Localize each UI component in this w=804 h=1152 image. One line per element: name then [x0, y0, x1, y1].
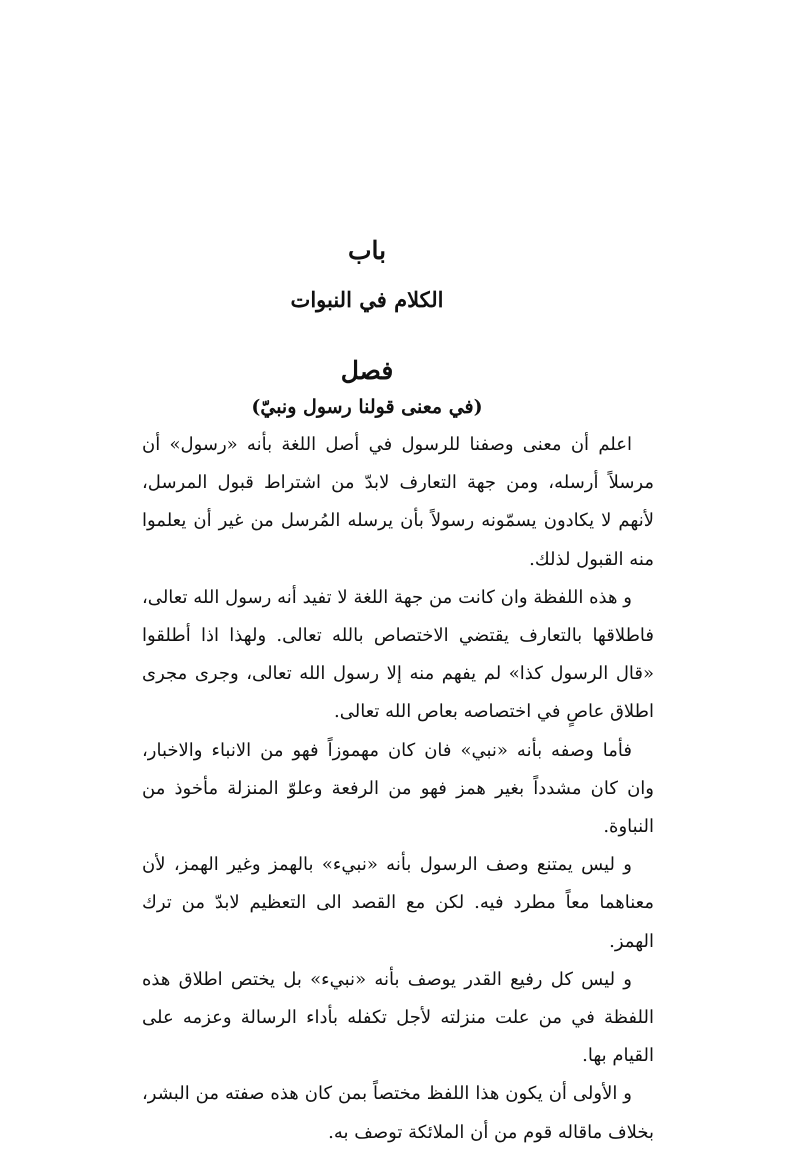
paragraph: و ليس يمتنع وصف الرسول بأنه «نبيء» بالهمز وغير الهمز، لأن معناهما معاً مطرد فيه. لكن مع القصد الى التعظيم لابدّ من ترك الهمز.	[142, 854, 654, 952]
body-text	[142, 426, 654, 1152]
paragraph: اعلم أن معنى وصفنا للرسول في أصل اللغة بأنه «رسول» أن مرسلاً أرسله، ومن جهة التعارف لابدّ من اشتراط قبول المرسل، لأنهم لا يكادون يسمّونه رسولاً بأن يرسله المُرسل من غير أن يعلموا منه القبول لذلك.	[142, 434, 654, 570]
paragraph: و ليس كل رفيع القدر يوصف بأنه «نبيء» بل يختص اطلاق هذه اللفظة في من علت منزلته لأجل تكفله بأداء الرسالة وعزمه على القيام بها.	[142, 968, 654, 1067]
chapter-heading: باب	[347, 236, 387, 265]
paragraph: فأما وصفه بأنه «نبي» فان كان مهموزاً فهو من الانباء والاخبار، وان كان مشدداً بغير همز فهو من الرفعة وعلوّ المنزلة مأخوذ من النباوة.	[142, 739, 654, 838]
section-heading: فصل	[340, 356, 394, 385]
section-subtitle: (في معنى قولنا رسول ونبيّ)	[251, 396, 483, 418]
paragraph: و الأولى أن يكون هذا اللفظ مختصاً بمن كان هذه صفته من البشر، بخلاف ماقاله قوم من أن الملائكة توصف به.	[142, 1083, 654, 1143]
chapter-title: الكلام في النبوات	[290, 287, 444, 312]
paragraph: و هذه اللفظة وان كانت من جهة اللغة لا تفيد أنه رسول الله تعالى، فاطلاقها بالتعارف يقتضي الاختصاص بالله تعالى. ولهذا اذا أطلقوا «قال الرسول كذا» لم يفهم منه إلا رسول الله تعالى، وجرى مجرى اطلاق عاصٍ في اختصاصه بعاص الله تعالى.	[142, 586, 654, 723]
